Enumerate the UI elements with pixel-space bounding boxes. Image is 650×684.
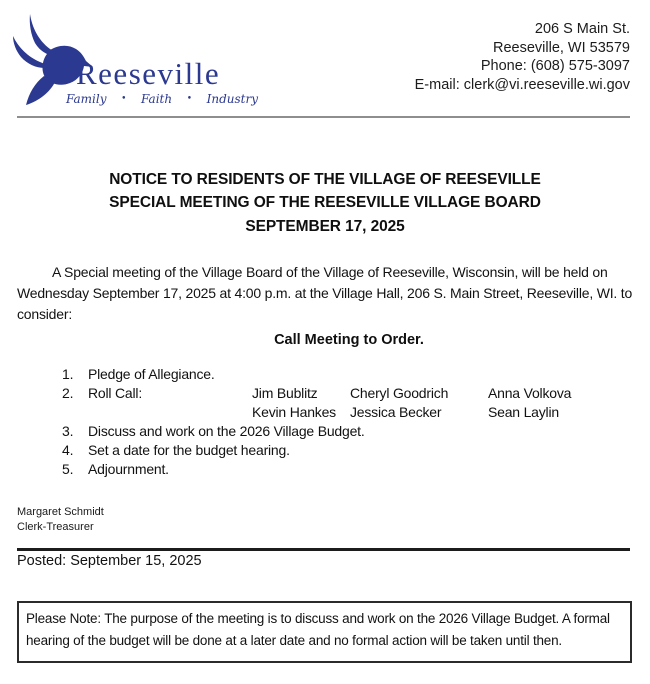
- roll-call-name: Kevin Hankes: [252, 404, 336, 420]
- clerk-name: Margaret Schmidt: [17, 506, 104, 518]
- roll-call-name: Jessica Becker: [350, 404, 442, 420]
- posted-divider: [17, 548, 630, 551]
- agenda-number: 3.: [62, 423, 74, 439]
- agenda-text: Adjournment.: [88, 461, 169, 477]
- roll-call-row-2: [62, 403, 637, 422]
- bullet-icon: •: [121, 94, 127, 104]
- roll-call-name: Anna Volkova: [488, 385, 572, 401]
- agenda-number: 5.: [62, 461, 74, 477]
- contact-phone: Phone: (608) 575-3097: [480, 58, 630, 74]
- title-line-3: SEPTEMBER 17, 2025: [245, 218, 405, 235]
- agenda-item-3: [62, 422, 637, 441]
- agenda-number: 1.: [62, 366, 74, 382]
- agenda-item-2: [62, 384, 637, 403]
- contact-block: [415, 20, 630, 94]
- header-divider: [17, 116, 630, 118]
- roll-call-name: Cheryl Goodrich: [350, 385, 449, 401]
- agenda-item-1: [62, 365, 637, 384]
- title-line-1: NOTICE TO RESIDENTS OF THE VILLAGE OF REESEVILLE: [109, 171, 541, 188]
- agenda-item-5: [62, 460, 637, 479]
- posted-date: Posted: September 15, 2025: [17, 553, 202, 569]
- notice-title: [0, 168, 650, 238]
- agenda-number: 2.: [62, 385, 74, 401]
- agenda-text: Set a date for the budget hearing.: [88, 442, 290, 458]
- tagline-word-faith: Faith: [141, 92, 173, 106]
- please-note-box: Please Note: The purpose of the meeting is to discuss and work on the 2026 Village Budget. A formal hearing of the budget will be done at a later date and no formal action will be taken until then.: [17, 601, 632, 663]
- village-logo: [0, 0, 310, 112]
- tagline-word-industry: Industry: [206, 92, 258, 106]
- agenda-number: 4.: [62, 442, 74, 458]
- agenda-item-4: [62, 441, 637, 460]
- intro-paragraph: A Special meeting of the Village Board of the Village of Reeseville, Wisconsin, will be held on Wednesday September 17, 2025 at 4:00 p.m. at the Village Hall, 206 S. Main Street, Reeseville, WI. to consider:: [17, 264, 633, 322]
- logo-tagline: [66, 92, 258, 106]
- title-line-2: SPECIAL MEETING OF THE REESEVILLE VILLAGE BOARD: [109, 194, 541, 211]
- call-to-order-heading: Call Meeting to Order.: [274, 332, 424, 348]
- roll-call-name: Jim Bublitz: [252, 385, 318, 401]
- contact-street: 206 S Main St.: [534, 21, 630, 37]
- bullet-icon: •: [186, 94, 193, 104]
- roll-call-name: Sean Laylin: [488, 404, 559, 420]
- agenda-text: Pledge of Allegiance.: [88, 366, 215, 382]
- clerk-title: Clerk-Treasurer: [17, 520, 94, 533]
- contact-city: Reeseville, WI 53579: [492, 39, 630, 56]
- agenda-list: [62, 365, 637, 479]
- tagline-word-family: Family: [66, 92, 107, 106]
- signature-block: [17, 505, 104, 534]
- logo-wordmark: Reeseville: [76, 56, 221, 91]
- agenda-text: Discuss and work on the 2026 Village Budget.: [88, 423, 365, 439]
- agenda-text: Roll Call:: [88, 385, 143, 401]
- contact-email: E-mail: clerk@vi.reeseville.wi.gov: [414, 76, 630, 93]
